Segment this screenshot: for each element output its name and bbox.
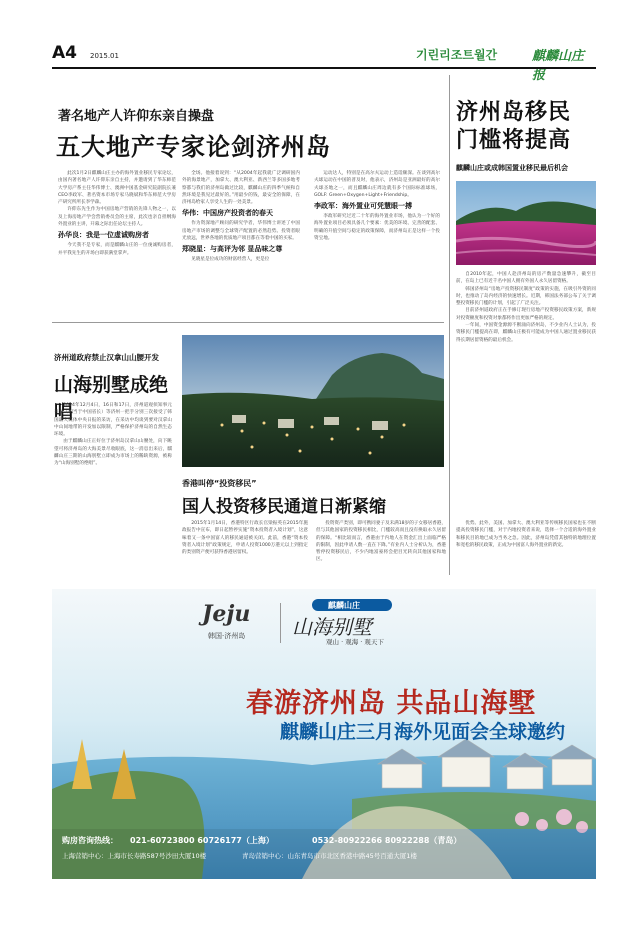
ad-headline: 春游济州岛 共品山海墅 xyxy=(246,688,537,719)
page-header xyxy=(52,42,596,83)
paragraph: 运动达人，特别是在高尔夫运动上造诣颇深。在谈到高尔夫球运动在中国的普及时，他表示，济州岛是亚洲最好的高尔夫球圣地之一，而且麒麟山庄周边就有多个国际标准球场，GOLF: Green+Oxygen+Light+Friendship。 xyxy=(314,171,440,198)
subheading: 华伟：中国房产投资者的春天 xyxy=(182,208,273,218)
resort-night-photo xyxy=(182,335,444,467)
paragraph: 韩国济州岛“房地产投资移民制度”政策的实施，在吸引外资的同时，也推动了岛内经济的快速增长。近期，韩国法务部公布了关于调整投资移民门槛的计划，引起了广泛关注。 xyxy=(456,286,596,307)
paragraph: 目前济州道政府正在手修订现行房地产投资移民政策方案，新规对投资额度和投资对象都将作出更加严格的规定。 xyxy=(456,308,596,321)
article2-kicker: 济州道政府禁止汉拿山山腰开发 xyxy=(54,353,159,362)
korean-masthead: 기린리조트월간 xyxy=(416,48,498,62)
paragraph: 此次1月2日麒麟山庄主办的海外置业移民专家论坛，由国内著名地产人许仰东亲自主持，并邀请到了华东师范大学房产系主任华伟博士、澳洲中国基金研究院副院长兼CEO李政军、著名资本市场专家马晓斌和华东师范大学房产研究所所长李学森。 xyxy=(58,171,176,206)
article1-kicker: 著名地产人许仰东亲自操盘 xyxy=(58,109,215,124)
section-rule xyxy=(52,322,444,323)
article1-column-3 xyxy=(314,170,440,320)
chinese-masthead: 麒麟山庄报 xyxy=(532,49,585,83)
logo-panel xyxy=(202,599,442,647)
paragraph: 见晓星是位成功的财富经营人，更是位 xyxy=(191,257,270,263)
contact-bar xyxy=(52,829,596,879)
flower-field-photo xyxy=(456,181,596,265)
paragraph: 2014年12月4日，16日和17日，济州道观侦知事元喜龙（相当于中国省长）等济州一把手分别三次接受了韩国最大媒体中央日报的采访，在采访中均谈到要对汉拿山中山间地带的开发加以限制，严格保护济州岛的自然生态环境。 xyxy=(54,403,172,438)
sidebar-headline-2: 门槛将提高 xyxy=(456,127,572,153)
article3-headline: 国人投资移民通道日渐紧缩 xyxy=(182,497,386,517)
brand-name: 麒麟山庄 xyxy=(328,601,360,610)
logo-divider xyxy=(280,603,281,643)
subheading: 郑晓星：与高评为邻 显品味之尊 xyxy=(182,244,283,254)
jeju-logo-sub: 韩国·济州岛 xyxy=(208,632,246,640)
subheading: 孙华良：我是一位虚诚购房者 xyxy=(58,230,149,240)
page-number: A4 xyxy=(52,43,77,63)
article-expert-forum xyxy=(52,72,444,322)
brand-tagline: 观山 · 观海 · 观天下 xyxy=(326,638,384,646)
article3-column-1: 2015年1月14日，香港特区行政长官梁振英在2015年施政报告中宣布，即日起暂停实施“资本投资者入境计划”，这意味着又一条中国富人的移民通道被关闭。此前，香港“资本投资者入境计划”政策规定，申请人投资1000万港元以上到指定的类别资产便可获得香港居留权。 xyxy=(182,521,308,556)
phone-label: 购房咨询热线： xyxy=(62,836,118,845)
paragraph: 今天我不是专家，而是麒麟山庄的一位虔诚购房者，并平我先生的开场白即获满堂掌声。 xyxy=(58,243,176,256)
phone-qingdao[interactable]: 0532-80922266 80922288（青岛） xyxy=(312,836,462,845)
ad-subline: 麒麟山庄三月海外见面会全球邀约 xyxy=(280,721,566,743)
paragraph: 作为资深地产顾问的研究学者，华伟博士讲述了中国房地产市场的调整与全球资产配置的必然趋势。投资者眼光放远，世界各地的优质地产项目都在等着中国的买家。 xyxy=(182,221,300,242)
paragraph: 许仰东先生作为中国房地产营销的先锋人物之一，以及上海房地产学会营销委员会的主席，此次也亲自担纲海外置业的主讲，开幕之际出任论坛主持人。 xyxy=(58,207,176,228)
paragraph: 自2010年起，中国人赴济州岛的房产数量急速攀升，截至目前，在岛上已有近千名中国人拥有外国人永久居留资格。 xyxy=(456,272,596,285)
paragraph: 一年间，中国资金源源不断涌向济州岛，不少业内人士认为，投资移民门槛提高在即，麒麟山庄极有可能成为中国人通过置业移民获得长期居留资格的最后机会。 xyxy=(456,323,596,343)
address-shanghai: 上海营销中心：上海市长寿路587号沙田大厦10楼 xyxy=(62,852,207,860)
article1-headline: 五大地产专家论剑济州岛 xyxy=(56,132,331,161)
jeju-logo: Jeju xyxy=(202,601,251,627)
script-title: 山海别墅 xyxy=(292,615,372,639)
address-qingdao: 青岛营销中心：山东青岛市市北区香港中路45号百通大厦1楼 xyxy=(242,852,417,860)
article3-column-2: 投资资产类别，即可携同妻子及未满18岁的子女移居香港，但与其他国家的投资移民相比，门槛较高而且没有换取永久居留的保障。“相比较而言，香港由于内地人在资金汇出上面临严格的限制，因此申请人数一直在下降。”有业内人士分析认为，香港暂停投资移民后，不少内地富豪将会把目光转向其他国家和地区。 xyxy=(316,521,446,563)
article2-headline: 山海别墅成绝唱 xyxy=(54,374,169,423)
article3-column-3: 优势。此外，美国、加拿大、澳大利亚等传统移民国家也在不断提高投资移民门槛，对于内地投资者来说，选择一个合适的海外置业和移民目的地已成为当务之急。因此，济州岛凭借其独特的地理位置和宽松的移民政策，正成为中国富人海外置业的新宠。 xyxy=(456,521,596,548)
header-rule xyxy=(52,67,596,69)
paragraph: 李政军研究过近二十年的海外置业市场，他认为一个好的海外置业项目必须具备几个要素：优美的环境、完善的配套、明确的升值空间与稳定的政策保障，而济州岛正是这样一个投资宝地。 xyxy=(314,214,440,242)
sidebar-headline-1: 济州岛移民 xyxy=(456,99,572,125)
article3-kicker: 香港叫停“投资移民” xyxy=(182,479,257,488)
article2-body xyxy=(54,402,172,572)
article-investment-immigration xyxy=(182,472,596,582)
paragraph: 全场。他接着说到：“从2004年起我就广泛调研国内外的海景地产，加拿大、澳大利亚、新西兰等多国多地考察都与我们的济州岛做过比较，麒麟山庄的四季气候和自然环境是我见过最好的。”用最少的钱，最安全的保障，在济州岛给家人享受人生的一处美景。 xyxy=(182,171,300,206)
advertisement-banner[interactable] xyxy=(52,589,596,879)
issue-date: 2015.01 xyxy=(90,52,119,60)
paragraph: 由于麒麟山庄正好位于济州岛汉拿山山腰处，向下眺望可将济州岛的大海美景尽收眼底，这一消息出来后，麒麟山庄三期的山海别墅立即成为市场上的稀缺资源，被称为“山海别墅的绝唱”。 xyxy=(54,439,172,467)
phone-shanghai[interactable]: 021-60723800 60726177（上海） xyxy=(130,836,274,845)
article-mountain-villa xyxy=(52,330,176,575)
subheading: 李政军：海外置业可凭慧眼一搏 xyxy=(314,201,412,211)
article1-column-2 xyxy=(182,170,300,320)
article1-column-1 xyxy=(58,170,176,320)
sidebar-subtitle: 麒麟山庄或成韩国置业移民最后机会 xyxy=(456,164,568,172)
